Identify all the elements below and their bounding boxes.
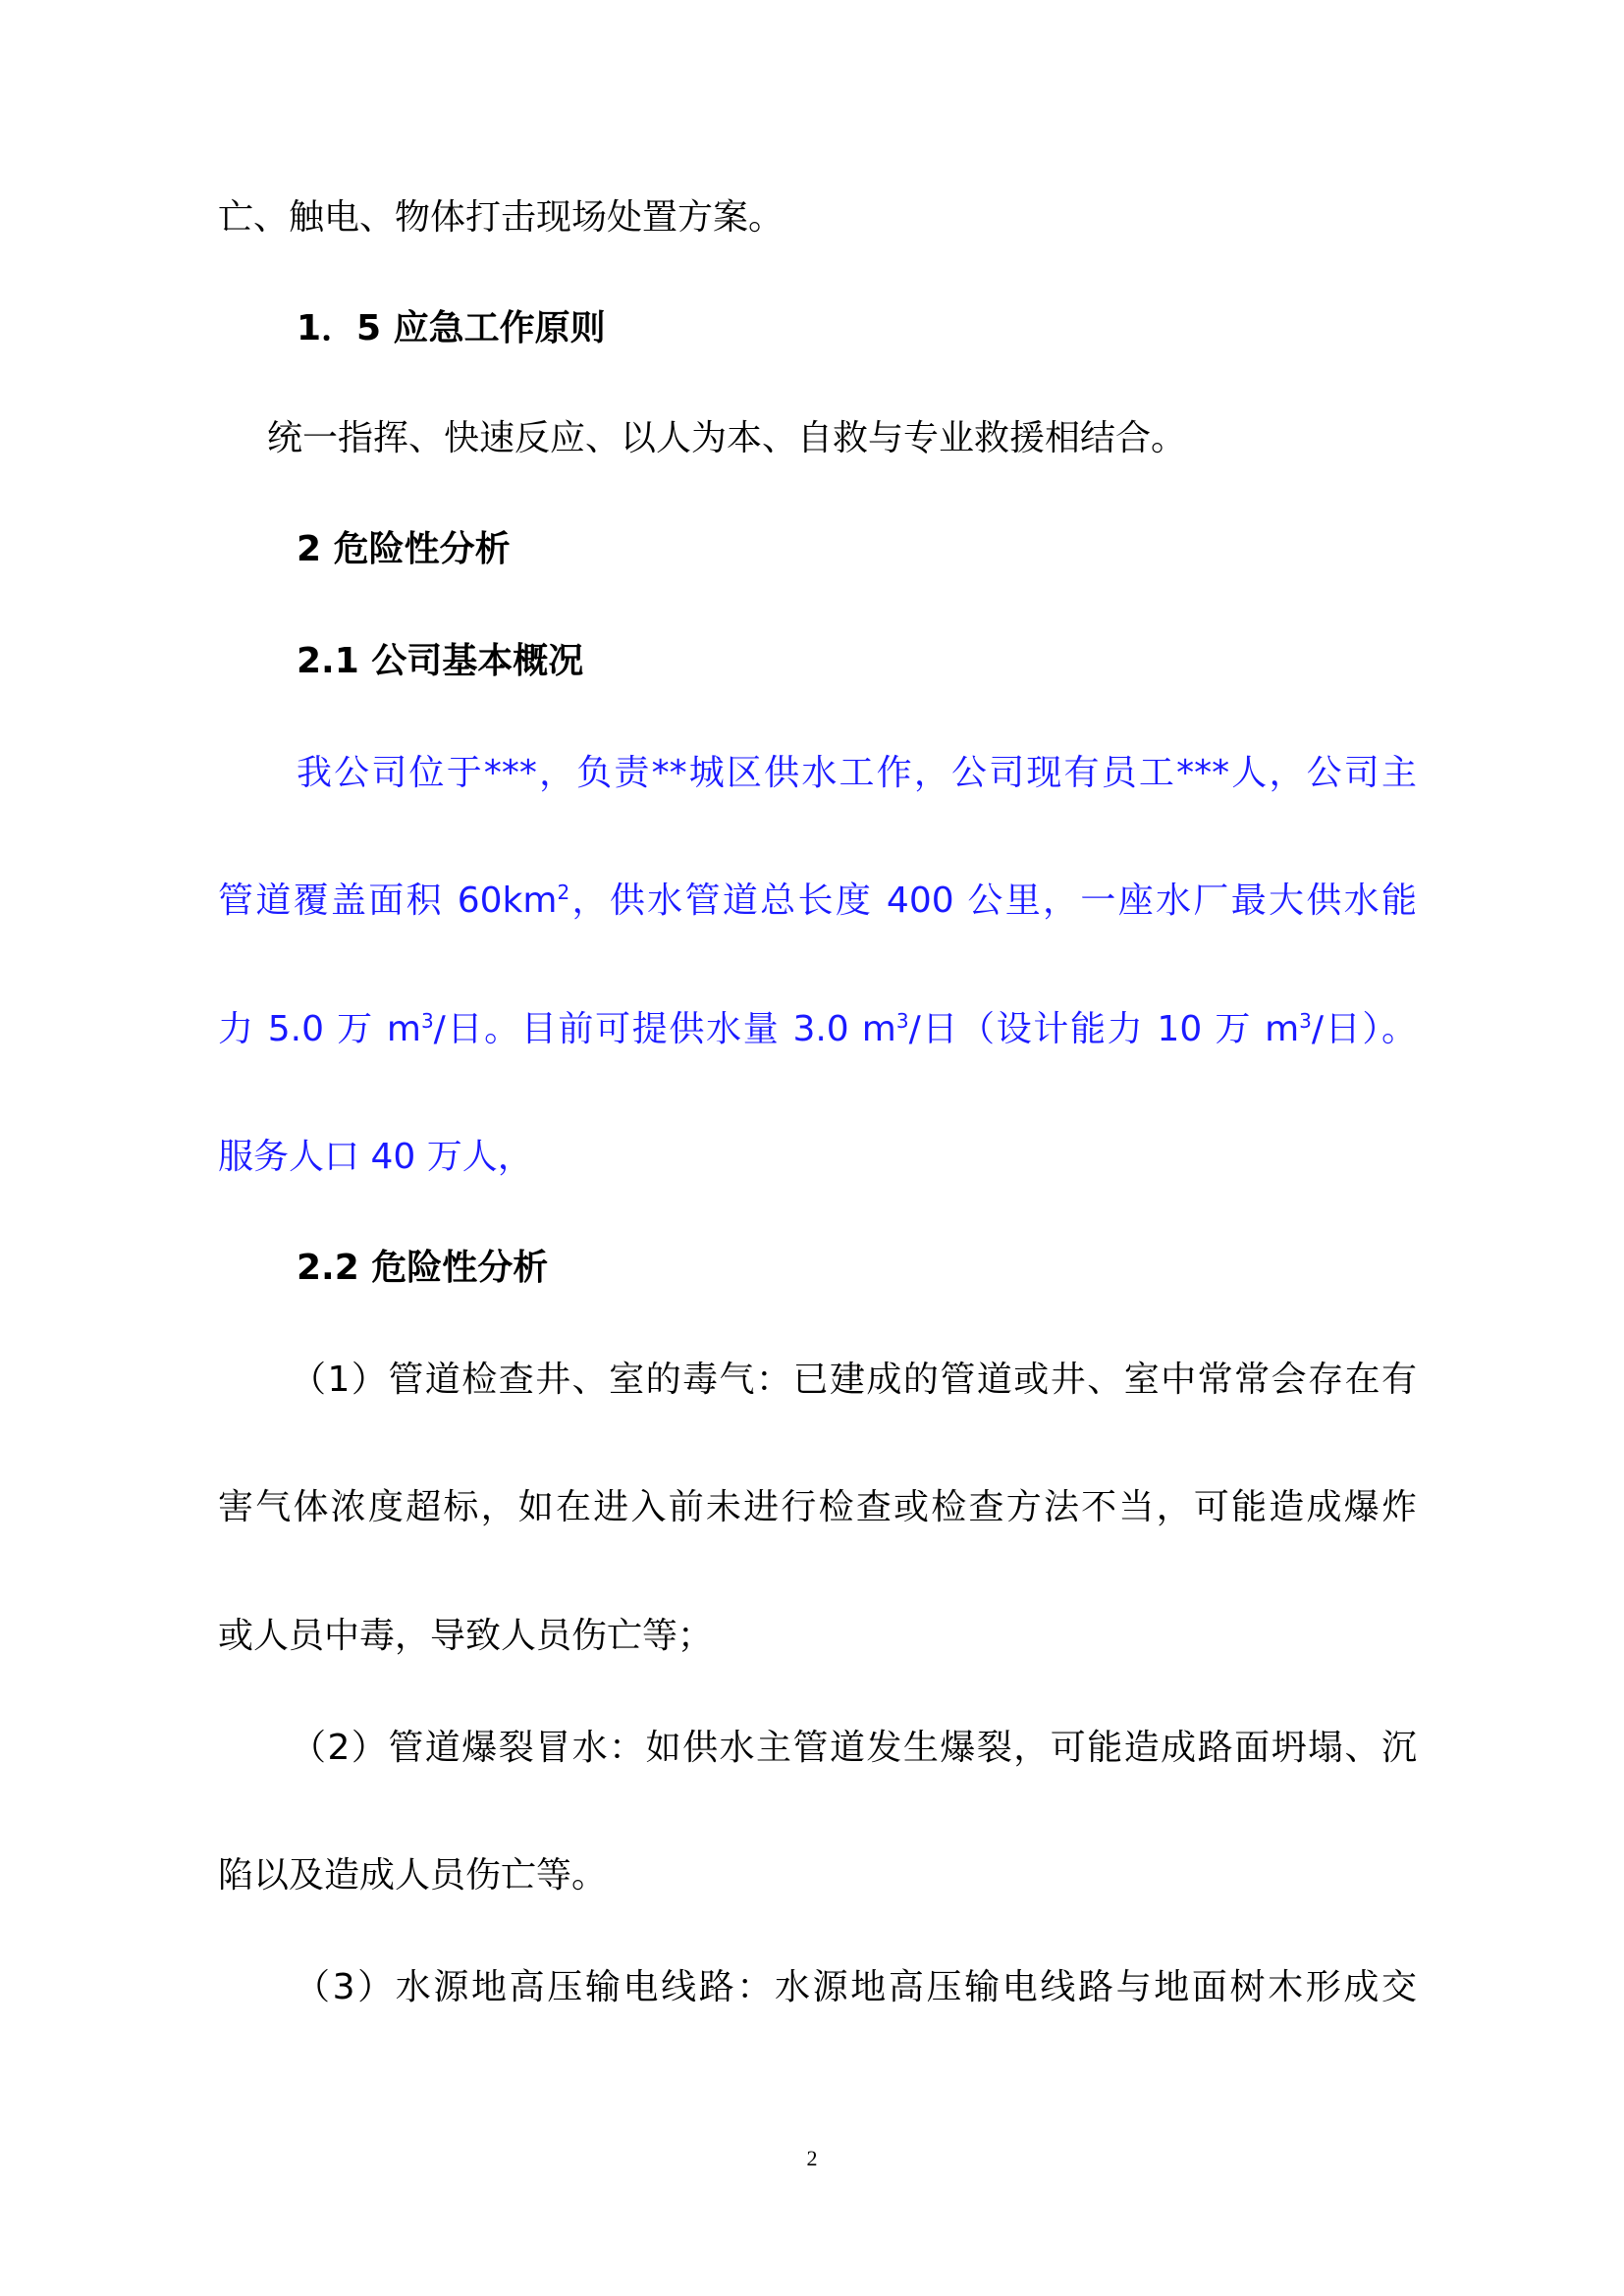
text-line: （3）水源地高压输电线路：水源地高压输电线路与地面树木形成交 <box>295 1967 1417 2007</box>
superscript: 2 <box>557 881 570 904</box>
text: 力 5.0 万 m <box>218 1009 421 1049</box>
superscript: 3 <box>420 1009 434 1033</box>
text: /日）。 <box>1311 1009 1417 1049</box>
heading-1-5: 1．5 应急工作原则 <box>297 308 606 348</box>
page-number: 2 <box>806 2146 818 2170</box>
superscript: 3 <box>895 1009 909 1033</box>
text-line: 亡、触电、物体打击现场处置方案。 <box>218 197 785 238</box>
company-info-line: 我公司位于***，负责**城区供水工作，公司现有员工***人，公司主 <box>297 753 1417 793</box>
text: /日。目前可提供水量 3.0 m <box>433 1009 896 1049</box>
text-line: 害气体浓度超标，如在进入前未进行检查或检查方法不当，可能造成爆炸 <box>218 1487 1417 1527</box>
text-line: （2）管道爆裂冒水：如供水主管道发生爆裂，可能造成路面坍塌、沉 <box>291 1728 1417 1768</box>
company-info-line <box>218 877 1417 926</box>
text: 管道覆盖面积 60km <box>218 881 558 921</box>
text-line: 陷以及造成人员伤亡等。 <box>218 1855 608 1896</box>
text-line: 统一指挥、快速反应、以人为本、自救与专业救援相结合。 <box>267 418 1187 458</box>
text: /日（设计能力 10 万 m <box>908 1009 1300 1049</box>
heading-2-2: 2.2 危险性分析 <box>297 1248 549 1288</box>
company-info-line <box>218 1005 1417 1054</box>
text-line: （1）管道检查井、室的毒气：已建成的管道或井、室中常常会存在有 <box>291 1360 1417 1400</box>
superscript: 3 <box>1299 1009 1312 1033</box>
text: ，供水管道总长度 400 公里，一座水厂最大供水能 <box>569 881 1417 921</box>
company-info-line: 服务人口 40 万人， <box>218 1137 533 1177</box>
text-line: 或人员中毒，导致人员伤亡等； <box>218 1616 714 1656</box>
heading-2: 2 危险性分析 <box>297 529 511 569</box>
heading-2-1: 2.1 公司基本概况 <box>297 641 584 681</box>
